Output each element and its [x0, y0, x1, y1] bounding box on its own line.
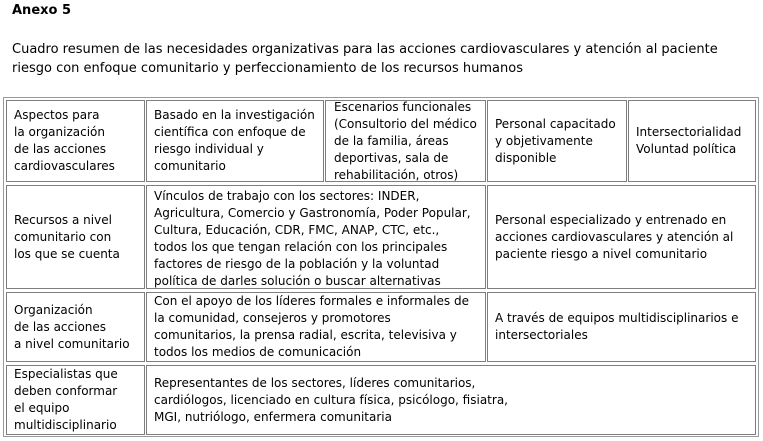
row3-support-cell: Con el apoyo de los líderes formales e informales de la comunidad, consejeros y promotores comunitarios, la prensa radial, escrita, televisiva y todos los medios de comunicación	[146, 292, 486, 362]
table-caption: Cuadro resumen de las necesidades organizativas para las acciones cardiovasculares y atención al paciente riesgo con enfoque comunitario y perfeccionamiento de los recursos humanos	[12, 42, 718, 76]
row3-teams-cell: A través de equipos multidisciplinarios e intersectoriales	[487, 292, 756, 362]
row3-organization-cell: Organización de las acciones a nivel comunitario	[6, 292, 145, 362]
row2-specialized-staff-cell: Personal especializado y entrenado en acciones cardiovasculares y atención al paciente riesgo a nivel comunitario	[487, 185, 756, 289]
row4-specialists-cell: Especialistas que deben conformar el equipo multidisciplinario	[6, 365, 145, 435]
row1-research-cell: Basado en la investigación científica con enfoque de riesgo individual y comunitario	[146, 100, 324, 182]
row4-representatives-cell: Representantes de los sectores, líderes comunitarios, cardiólogos, licenciado en cultura física, psicólogo, fisiatra, MGI, nutriólogo, enfermera comunitaria	[146, 365, 756, 435]
annex-title: Anexo 5	[12, 3, 72, 18]
row1-intersectoral-cell: Intersectorialidad Voluntad política	[628, 100, 756, 182]
row1-scenarios-cell: Escenarios funcionales (Consultorio del médico de la familia, áreas deportivas, sala de rehabilitación, otros)	[325, 100, 486, 182]
row2-resources-cell: Recursos a nivel comunitario con los que se cuenta	[6, 185, 145, 289]
row1-staff-cell: Personal capacitado y objetivamente disponible	[487, 100, 627, 182]
row1-aspects-cell: Aspectos para la organización de las acciones cardiovasculares	[6, 100, 145, 182]
row2-links-cell: Vínculos de trabajo con los sectores: INDER, Agricultura, Comercio y Gastronomía, Poder Popular, Cultura, Educación, CDR, FMC, ANAP, CTC, etc., todos los que tengan relación con los principales factores de riesgo de la población y la voluntad política de darles solución o buscar alternativas	[146, 185, 486, 289]
